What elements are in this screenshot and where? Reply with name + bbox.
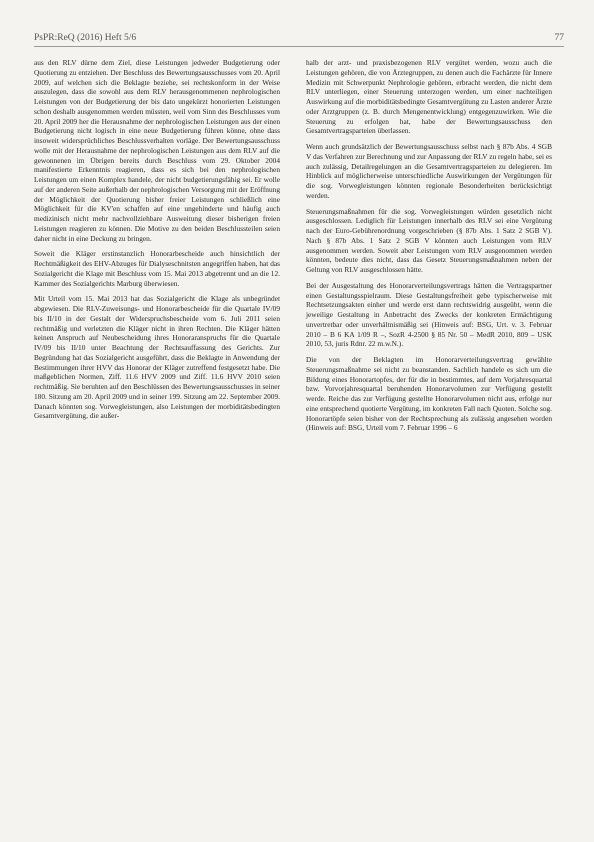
journal-reference: PsPR:ReQ (2016) Heft 5/6 <box>34 33 137 43</box>
paragraph: Bei der Ausgestaltung des Honorarverteilungsvertrags hätten die Vertragspartner einen Gestaltungsspielraum. Diese Gestaltungsfreiheit gebe typischerweise mit Rechtsetzungsakten einher und werde erst dann rechtswidrig ausgeübt, wenn die jeweilige Gestaltung in Anbetracht des Zwecks der konkreten Ermächtigung unvertretbar oder unverhältnismäßig sei (Hinweis auf: BSG, Urt. v. 3. Februar 2010 – B 6 KA 1/09 R –, SozR 4-2500 § 85 Nr. 50 – MedR 2010, 809 – USK 2010, 53, juris Rdnr. 22 m.w.N.). <box>306 280 552 349</box>
paragraph: Wenn auch grundsätzlich der Bewertungsausschuss selbst nach § 87b Abs. 4 SGB V das Verfahren zur Berechnung und zur Anpassung der RLV zu regeln habe, sei es auch zulässig, Detailregelungen an die Gesamtvertragsparteien zu delegieren. Im Hinblick auf möglicherweise unterschiedliche Auswirkungen der Vergütungen für die sog. Vorwegleistungen könnten regionale Besonderheiten berücksichtigt werden. <box>306 142 552 200</box>
paragraph: Die von der Beklagten im Honorarverteilungsvertrag gewählte Steuerungsmaßnahme sei nicht zu beanstanden. Sachlich handele es sich um die Bildung eines Honorartopfes, der für die in bestimmtes, auf dem Vorjahresquartal bzw. Vorvorjahresquartal beruhenden Honorarvolumen zur Verfügung gestellt werde. Reiche das zur Verfügung gestellte Honorarvolumen nicht aus, erfolge nur eine entsprechend quotierte Vergütung, im konkreten Fall nach Quoten. Solche sog. Honorartöpfe seien bisher von der Rechtsprechung als zulässig angesehen worden (Hinweis auf: BSG, Urteil vom 7. Februar 1996 – 6 <box>306 355 552 433</box>
paragraph: halb der arzt- und praxisbezogenen RLV vergütet werden, wozu auch die Leistungen gehören, die von Ärztegruppen, zu denen auch die Fachärzte für Innere Medizin mit Schwerpunkt Nephrologie gehören, erbracht werden, die nicht dem RLV unterliegen, einer Steuerung unterzogen werden, um einer nachteiligen Auswirkung auf die morbiditätsbedingte Gesamtvergütung zu Lasten anderer Ärzte oder Arztgruppen (z. B. durch Mengenentwicklung) entgegenzuwirken. Wie die Steuerung zu erfolgen hat, habe der Bewertungsausschuss den Gesamtvertragsparteien überlassen. <box>306 58 552 136</box>
right-text-column <box>306 58 552 439</box>
paragraph: Steuerungsmaßnahmen für die sog. Vorwegleistungen würden gesetzlich nicht ausgeschlossen. Lediglich für Leistungen innerhalb des RLV sei eine Vergütung nach der Euro-Gebührenordnung vorgeschrieben (§ 87b Abs. 1 Satz 2 SGB V). Nach § 87b Abs. 1 Satz 2 SGB V könnten auch Leistungen vom RLV ausgenommen werden. Soweit aber Leistungen vom RLV ausgenommen werden könnten, bedeute dies nicht, dass das Gesetz Steuerungsmaßnahmen neben der Geltung von RLV ausgeschlossen hätte. <box>306 206 552 274</box>
page-header <box>34 33 564 43</box>
paragraph: aus den RLV dürne dem Ziel, diese Leistungen jedweder Budgetierung oder Quotierung zu entziehen. Der Beschluss des Bewertungsausschusses vom 20. April 2009, auf welchen sich die Beklagte beziehe, sei rechtskonform in der Weise auszulegen, dass die sowohl aus dem RLV herausgenommenen nephrologischen Leistungen von der Budgetierung der bis dato ungekürzt honorierten Leistungen schon deshalb ausgenommen werden müssten, weil vom Sinn des Beschlusses vom 20. April 2009 her die Herausnahme der nephrologischen Leistungen aus der einen Budgetierung nicht logisch in eine neue Budgetierung führen könne, ohne dass insoweit widersprüchliches Beschlussverhalten vorläge. Der Bewertungsausschuss wolle mit der Herausnahme der nephrologischen Leistungen aus dem RLV auf die gewonnenen im Übrigen bereits durch Beschluss vom 29. Oktober 2004 manifestierte Erkenntnis reagieren, dass es sich bei den nephrologischen Leistungen um einen Komplex handele, der nicht budgetierungsfähig sei. Er wolle auf der anderen Seite außerhalb der nephrologischen Versorgung mit der Eröffnung der Möglichkeit der Quotierung bisher freier Leistungen schließlich eine Möglichkeit für die KV'en schaffen auf eine ungehinderte und häufig auch medizinisch nicht mehr nachvollziehbare Ausweitung dieser bisherigen freien Leistungen reagieren zu können. Die Motive zu den beiden Beschlussteilen seien daher nicht in eine Deckung zu bringen. <box>34 58 280 243</box>
left-text-column <box>34 58 280 427</box>
page-number: 77 <box>554 33 564 43</box>
paragraph: Soweit die Kläger erstinstanzlich Honorarbescheide auch hinsichtlich der Rechtmäßigkeit des EHV-Abzuges für Dialyseschnitsten angegriffen haben, hat das Sozialgericht die Klage mit Beschluss vom 15. Mai 2013 abgetrennt und an die 12. Kammer des Sozialgerichts Marburg überwiesen. <box>34 249 280 288</box>
paragraph: Mit Urteil vom 15. Mai 2013 hat das Sozialgericht die Klage als unbegründet abgewiesen. Die RLV-Zuweisungs- und Honorarbescheide für die Quartale IV/09 bis II/10 in der Gestalt der Widerspruchsbescheide vom 6. Juli 2011 seien rechtmäßig und verletzten die Kläger nicht in ihren Rechten. Die Kläger hätten keinen Anspruch auf Neubescheidung ihres Honoraranspruchs für die Quartale IV/09 bis II/10 unter Beachtung der Rechtsauffassung des Gerichts. Zur Begründung hat das Sozialgericht ausgeführt, dass die Beklagte in Anwendung der Bestimmungen ihrer HVV das Honorar der Kläger zutreffend festgesetzt habe. Die maßgeblichen Normen, Ziff. 11.6 HVV 2009 und Ziff. 11.6 HVV 2010 seien rechtmäßig. Sie beruhten auf den Beschlüssen des Bewertungsausschusses in seiner 180. Sitzung am 20. April 2009 und in seiner 199. Sitzung am 22. September 2009. Danach könnten sog. Vorwegleistungen, also Leistungen der morbiditätsbedingten Gesamtvergütung, die außer- <box>34 294 280 421</box>
header-divider <box>34 46 564 47</box>
